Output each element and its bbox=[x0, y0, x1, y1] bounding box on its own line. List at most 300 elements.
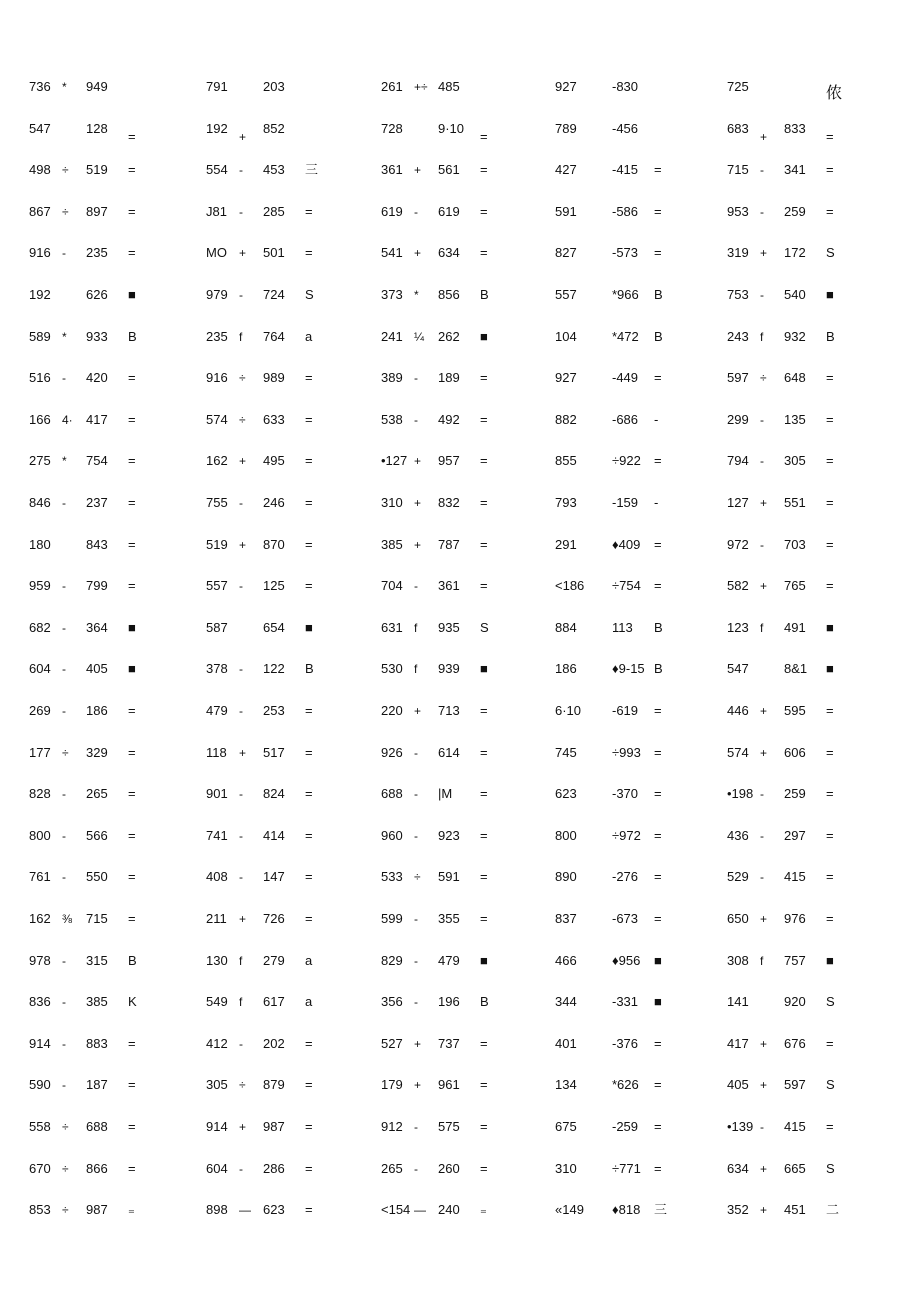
operator: - bbox=[760, 787, 764, 802]
second-operand: 414 bbox=[263, 827, 285, 843]
result-mark: = bbox=[305, 1119, 313, 1134]
first-operand: 529 bbox=[727, 869, 749, 885]
first-operand: 741 bbox=[206, 827, 228, 843]
second-operand: 957 bbox=[438, 453, 460, 469]
result-mark: = bbox=[480, 1077, 488, 1093]
first-operand: 597 bbox=[727, 370, 749, 386]
operator: - bbox=[414, 912, 418, 926]
second-operand: 648 bbox=[784, 370, 806, 386]
second-operand: 237 bbox=[86, 495, 108, 510]
second-operand: 260 bbox=[438, 1160, 460, 1176]
result-mark: = bbox=[654, 453, 662, 469]
first-operand: MO bbox=[206, 245, 227, 261]
operator: - bbox=[62, 662, 66, 677]
second-operand: 265 bbox=[86, 786, 108, 802]
first-operand: 235 bbox=[206, 328, 228, 344]
first-operand: 127 bbox=[727, 495, 749, 510]
first-operand: 794 bbox=[727, 453, 749, 469]
second-operand: 186 bbox=[86, 703, 108, 718]
second-operand: -573 bbox=[612, 245, 639, 261]
operator: * bbox=[62, 80, 67, 94]
result-mark: = bbox=[128, 495, 136, 510]
first-operand: 960 bbox=[381, 827, 403, 843]
first-operand: 789 bbox=[555, 120, 577, 136]
result-mark: = bbox=[128, 411, 136, 427]
operator: + bbox=[760, 1161, 768, 1176]
second-operand: 279 bbox=[263, 952, 285, 968]
second-operand: 932 bbox=[784, 328, 806, 344]
operator: - bbox=[62, 995, 66, 1010]
first-operand: 688 bbox=[381, 786, 403, 802]
result-mark: = bbox=[654, 1119, 662, 1134]
result-mark: ■ bbox=[305, 619, 313, 635]
first-operand: 401 bbox=[555, 1035, 577, 1051]
operator: + bbox=[760, 1078, 768, 1093]
second-operand: 550 bbox=[86, 869, 108, 885]
first-operand: 604 bbox=[206, 1160, 228, 1176]
operator: - bbox=[239, 288, 243, 302]
operator: - bbox=[62, 870, 66, 885]
second-operand: 799 bbox=[86, 578, 108, 594]
second-operand: 961 bbox=[438, 1077, 460, 1093]
first-operand: 361 bbox=[381, 162, 403, 178]
first-operand: 319 bbox=[727, 245, 749, 261]
second-operand: ÷771 bbox=[612, 1160, 641, 1176]
first-operand: 898 bbox=[206, 1202, 228, 1218]
first-operand: 582 bbox=[727, 578, 749, 594]
result-mark: = bbox=[128, 827, 136, 843]
result-mark: K bbox=[128, 994, 137, 1010]
second-operand: 866 bbox=[86, 1160, 108, 1176]
second-operand: -276 bbox=[612, 869, 639, 885]
first-operand: 389 bbox=[381, 370, 403, 386]
second-operand: 606 bbox=[784, 744, 806, 760]
operator: - bbox=[62, 620, 66, 635]
operator: + bbox=[414, 496, 422, 510]
result-mark: = bbox=[128, 128, 136, 144]
operator: - bbox=[239, 870, 243, 885]
second-operand: *626 bbox=[612, 1077, 639, 1093]
result-mark: = bbox=[480, 1160, 488, 1176]
result-mark: = bbox=[826, 411, 834, 427]
first-operand: <186 bbox=[555, 578, 585, 594]
first-operand: 836 bbox=[29, 994, 51, 1010]
result-mark: = bbox=[305, 827, 313, 843]
first-operand: 927 bbox=[555, 79, 577, 94]
first-operand: •127 bbox=[381, 453, 408, 469]
first-operand: 299 bbox=[727, 411, 749, 427]
first-operand: 914 bbox=[29, 1035, 51, 1051]
first-operand: 373 bbox=[381, 287, 403, 302]
first-operand: 162 bbox=[206, 453, 228, 469]
operator: - bbox=[760, 1120, 764, 1134]
result-mark: = bbox=[480, 162, 488, 178]
first-operand: 683 bbox=[727, 120, 749, 136]
result-mark: = bbox=[826, 1035, 834, 1051]
second-operand: -331 bbox=[612, 994, 639, 1010]
result-mark: = bbox=[654, 203, 662, 219]
second-operand: -456 bbox=[612, 120, 639, 136]
first-operand: 829 bbox=[381, 952, 403, 968]
result-mark: ₌ bbox=[128, 1202, 135, 1218]
second-operand: -449 bbox=[612, 370, 639, 386]
result-mark: = bbox=[305, 1160, 313, 1176]
result-mark: = bbox=[826, 744, 834, 760]
first-operand: 446 bbox=[727, 703, 749, 718]
operator: - bbox=[239, 704, 243, 718]
first-operand: 177 bbox=[29, 744, 51, 760]
result-mark: ■ bbox=[654, 952, 662, 968]
result-mark: B bbox=[654, 619, 663, 635]
first-operand: 793 bbox=[555, 495, 577, 510]
result-mark: = bbox=[305, 453, 313, 469]
first-operand: 241 bbox=[381, 328, 403, 344]
operator: - bbox=[62, 371, 66, 386]
result-mark: = bbox=[826, 162, 834, 178]
operator: * bbox=[414, 288, 419, 302]
second-operand: ÷754 bbox=[612, 578, 641, 594]
result-mark: - bbox=[654, 411, 659, 427]
second-operand: 939 bbox=[438, 661, 460, 677]
second-operand: 415 bbox=[784, 869, 806, 885]
result-mark: = bbox=[480, 1119, 488, 1134]
first-operand: 527 bbox=[381, 1035, 403, 1051]
second-operand: 856 bbox=[438, 287, 460, 302]
second-operand: 479 bbox=[438, 952, 460, 968]
second-operand: 285 bbox=[263, 203, 285, 219]
operator: - bbox=[414, 995, 418, 1010]
result-mark: = bbox=[128, 245, 136, 261]
second-operand: ♦956 bbox=[612, 952, 641, 968]
first-operand: 554 bbox=[206, 162, 228, 178]
result-mark: = bbox=[654, 703, 662, 718]
result-mark: = bbox=[128, 203, 136, 219]
first-operand: 516 bbox=[29, 370, 51, 386]
second-operand: 341 bbox=[784, 162, 806, 178]
result-mark: = bbox=[654, 744, 662, 760]
result-mark: = bbox=[826, 370, 834, 386]
second-operand: 715 bbox=[86, 911, 108, 926]
second-operand: 147 bbox=[263, 869, 285, 885]
second-operand: 297 bbox=[784, 827, 806, 843]
result-mark: B bbox=[654, 328, 663, 344]
operator: + bbox=[239, 1120, 247, 1134]
first-operand: 310 bbox=[555, 1160, 577, 1176]
first-operand: 308 bbox=[727, 952, 749, 968]
operator: ÷ bbox=[239, 1078, 246, 1093]
operator: ÷ bbox=[62, 1161, 69, 1176]
result-mark: = bbox=[305, 495, 313, 510]
result-mark: = bbox=[826, 578, 834, 594]
result-mark: = bbox=[480, 245, 488, 261]
first-operand: 725 bbox=[727, 79, 749, 94]
second-operand: 976 bbox=[784, 911, 806, 926]
operator: f bbox=[760, 953, 764, 968]
result-mark: = bbox=[480, 869, 488, 885]
first-operand: 619 bbox=[381, 203, 403, 219]
result-mark: = bbox=[305, 786, 313, 802]
second-operand: 595 bbox=[784, 703, 806, 718]
operator: ÷ bbox=[62, 163, 69, 178]
first-operand: 837 bbox=[555, 911, 577, 926]
first-operand: 162 bbox=[29, 911, 51, 926]
first-operand: 130 bbox=[206, 952, 228, 968]
operator: - bbox=[760, 288, 764, 302]
result-mark: = bbox=[305, 536, 313, 552]
second-operand: 113 bbox=[612, 619, 633, 635]
second-operand: 575 bbox=[438, 1119, 460, 1134]
second-operand: 933 bbox=[86, 328, 108, 344]
result-mark: = bbox=[305, 1035, 313, 1051]
result-mark: = bbox=[480, 411, 488, 427]
first-operand: 356 bbox=[381, 994, 403, 1010]
result-mark: S bbox=[826, 1077, 835, 1093]
second-operand: -370 bbox=[612, 786, 639, 802]
operator: + bbox=[414, 246, 422, 261]
result-mark: = bbox=[305, 411, 313, 427]
second-operand: 501 bbox=[263, 245, 285, 261]
operator: - bbox=[414, 828, 418, 843]
operator: - bbox=[62, 579, 66, 594]
result-mark: = bbox=[305, 578, 313, 594]
second-operand: 614 bbox=[438, 744, 460, 760]
first-operand: 547 bbox=[29, 120, 51, 136]
result-mark: = bbox=[654, 245, 662, 261]
result-mark: a bbox=[305, 328, 313, 344]
second-operand: 989 bbox=[263, 370, 285, 386]
result-mark: - bbox=[654, 495, 659, 510]
operator: f bbox=[239, 953, 243, 968]
result-mark: a bbox=[305, 994, 313, 1010]
second-operand: 286 bbox=[263, 1160, 285, 1176]
first-operand: «149 bbox=[555, 1202, 584, 1218]
operator: + bbox=[760, 246, 768, 261]
second-operand: 623 bbox=[263, 1202, 285, 1218]
first-operand: 378 bbox=[206, 661, 228, 677]
first-operand: 791 bbox=[206, 79, 228, 94]
first-operand: 220 bbox=[381, 703, 403, 718]
first-operand: 104 bbox=[555, 328, 577, 344]
first-operand: 179 bbox=[381, 1077, 403, 1093]
second-operand: -415 bbox=[612, 162, 639, 178]
result-mark: = bbox=[826, 786, 834, 802]
second-operand: 235 bbox=[86, 245, 108, 261]
operator: - bbox=[239, 787, 243, 802]
first-operand: 261 bbox=[381, 79, 403, 94]
second-operand: |M bbox=[438, 786, 453, 802]
result-mark: ₌ bbox=[480, 1202, 487, 1218]
second-operand: 879 bbox=[263, 1077, 285, 1093]
first-operand: 589 bbox=[29, 328, 51, 344]
first-operand: 914 bbox=[206, 1119, 228, 1134]
operator: ⅜ bbox=[62, 912, 73, 926]
operator: - bbox=[414, 204, 418, 219]
first-operand: 6·10 bbox=[555, 703, 582, 718]
result-mark: S bbox=[826, 1160, 835, 1176]
first-operand: 533 bbox=[381, 869, 403, 885]
operator: f bbox=[414, 662, 418, 677]
first-operand: 953 bbox=[727, 203, 749, 219]
result-mark: = bbox=[128, 869, 136, 885]
second-operand: 128 bbox=[86, 120, 108, 136]
result-mark: = bbox=[305, 245, 313, 261]
result-mark: = bbox=[826, 203, 834, 219]
operator: + bbox=[239, 745, 247, 760]
first-operand: 417 bbox=[727, 1035, 749, 1051]
operator: — bbox=[239, 1203, 251, 1218]
result-mark: 侬 bbox=[826, 85, 843, 102]
result-mark: = bbox=[654, 370, 662, 386]
first-operand: 745 bbox=[555, 744, 577, 760]
operator: - bbox=[414, 371, 418, 386]
result-mark: B bbox=[826, 328, 835, 344]
result-mark: B bbox=[128, 328, 137, 344]
operator: + bbox=[760, 912, 768, 926]
result-mark: = bbox=[480, 1035, 488, 1051]
first-operand: 753 bbox=[727, 287, 749, 302]
second-operand: 122 bbox=[263, 661, 285, 677]
first-operand: 305 bbox=[206, 1077, 228, 1093]
result-mark: = bbox=[480, 453, 488, 469]
first-operand: 479 bbox=[206, 703, 228, 718]
second-operand: 203 bbox=[263, 79, 285, 94]
first-operand: 412 bbox=[206, 1035, 228, 1051]
operator: - bbox=[414, 1161, 418, 1176]
second-operand: 262 bbox=[438, 328, 460, 344]
result-mark: = bbox=[128, 786, 136, 802]
second-operand: 870 bbox=[263, 536, 285, 552]
first-operand: 736 bbox=[29, 79, 51, 94]
first-operand: 405 bbox=[727, 1077, 749, 1093]
first-operand: 882 bbox=[555, 411, 577, 427]
second-operand: 726 bbox=[263, 911, 285, 926]
first-operand: 755 bbox=[206, 495, 228, 510]
operator: f bbox=[239, 329, 243, 344]
first-operand: 498 bbox=[29, 162, 51, 178]
second-operand: 125 bbox=[263, 578, 285, 594]
operator: - bbox=[239, 1036, 243, 1051]
second-operand: 597 bbox=[784, 1077, 806, 1093]
operator: - bbox=[760, 454, 764, 469]
second-operand: ♦409 bbox=[612, 536, 641, 552]
result-mark: ■ bbox=[128, 661, 136, 677]
second-operand: 665 bbox=[784, 1160, 806, 1176]
result-mark: = bbox=[480, 911, 488, 926]
second-operand: 246 bbox=[263, 495, 285, 510]
operator: - bbox=[414, 1120, 418, 1134]
second-operand: 196 bbox=[438, 994, 460, 1010]
result-mark: ■ bbox=[128, 287, 136, 302]
first-operand: •198 bbox=[727, 786, 754, 802]
operator: - bbox=[414, 953, 418, 968]
second-operand: ♦818 bbox=[612, 1202, 641, 1218]
operator: - bbox=[760, 204, 764, 219]
second-operand: 987 bbox=[263, 1119, 285, 1134]
operator: - bbox=[760, 870, 764, 885]
operator: +÷ bbox=[414, 80, 428, 94]
operator: - bbox=[239, 579, 243, 594]
operator: + bbox=[760, 704, 768, 718]
second-operand: 591 bbox=[438, 869, 460, 885]
result-mark: S bbox=[480, 619, 489, 635]
second-operand: 617 bbox=[263, 994, 285, 1010]
first-operand: 538 bbox=[381, 411, 403, 427]
second-operand: ÷922 bbox=[612, 453, 641, 469]
second-operand: 540 bbox=[784, 287, 806, 302]
second-operand: 355 bbox=[438, 911, 460, 926]
first-operand: 557 bbox=[206, 578, 228, 594]
second-operand: 405 bbox=[86, 661, 108, 677]
operator: - bbox=[760, 163, 764, 178]
first-operand: 186 bbox=[555, 661, 577, 677]
first-operand: 141 bbox=[727, 994, 749, 1010]
operator: - bbox=[62, 1036, 66, 1051]
operator: - bbox=[239, 662, 243, 677]
first-operand: 704 bbox=[381, 578, 403, 594]
second-operand: 676 bbox=[784, 1035, 806, 1051]
first-operand: 310 bbox=[381, 495, 403, 510]
result-mark: B bbox=[480, 287, 489, 302]
operator: - bbox=[414, 787, 418, 802]
second-operand: 765 bbox=[784, 578, 806, 594]
result-mark: 三 bbox=[305, 162, 319, 178]
second-operand: 491 bbox=[784, 619, 806, 635]
first-operand: 972 bbox=[727, 536, 749, 552]
operator: - bbox=[62, 953, 66, 968]
result-mark: = bbox=[826, 703, 834, 718]
operator: - bbox=[62, 246, 66, 261]
result-mark: ■ bbox=[826, 619, 834, 635]
first-operand: 959 bbox=[29, 578, 51, 594]
first-operand: 408 bbox=[206, 869, 228, 885]
result-mark: = bbox=[480, 703, 488, 718]
operator: - bbox=[239, 828, 243, 843]
second-operand: 787 bbox=[438, 536, 460, 552]
first-operand: 166 bbox=[29, 411, 51, 427]
result-mark: = bbox=[128, 1119, 136, 1134]
second-operand: 703 bbox=[784, 536, 806, 552]
result-mark: ■ bbox=[128, 619, 136, 635]
operator: + bbox=[239, 454, 247, 469]
second-operand: 385 bbox=[86, 994, 108, 1010]
second-operand: -673 bbox=[612, 911, 639, 926]
second-operand: 852 bbox=[263, 120, 285, 136]
second-operand: 832 bbox=[438, 495, 460, 510]
first-operand: 867 bbox=[29, 203, 51, 219]
result-mark: = bbox=[128, 744, 136, 760]
result-mark: B bbox=[305, 661, 314, 677]
result-mark: = bbox=[654, 162, 662, 178]
operator: + bbox=[414, 537, 422, 552]
operator: - bbox=[760, 537, 764, 552]
first-operand: 855 bbox=[555, 453, 577, 469]
second-operand: ÷993 bbox=[612, 744, 641, 760]
operator: - bbox=[62, 787, 66, 802]
result-mark: = bbox=[826, 495, 834, 510]
second-operand: 329 bbox=[86, 744, 108, 760]
first-operand: 828 bbox=[29, 786, 51, 802]
first-operand: 634 bbox=[727, 1160, 749, 1176]
second-operand: 843 bbox=[86, 536, 108, 552]
operator: ÷ bbox=[414, 870, 421, 885]
first-operand: 979 bbox=[206, 287, 228, 302]
second-operand: 9·10 bbox=[438, 120, 465, 136]
first-operand: 884 bbox=[555, 619, 577, 635]
result-mark: = bbox=[305, 911, 313, 926]
first-operand: 890 bbox=[555, 869, 577, 885]
first-operand: 927 bbox=[555, 370, 577, 386]
operator: + bbox=[414, 454, 422, 469]
